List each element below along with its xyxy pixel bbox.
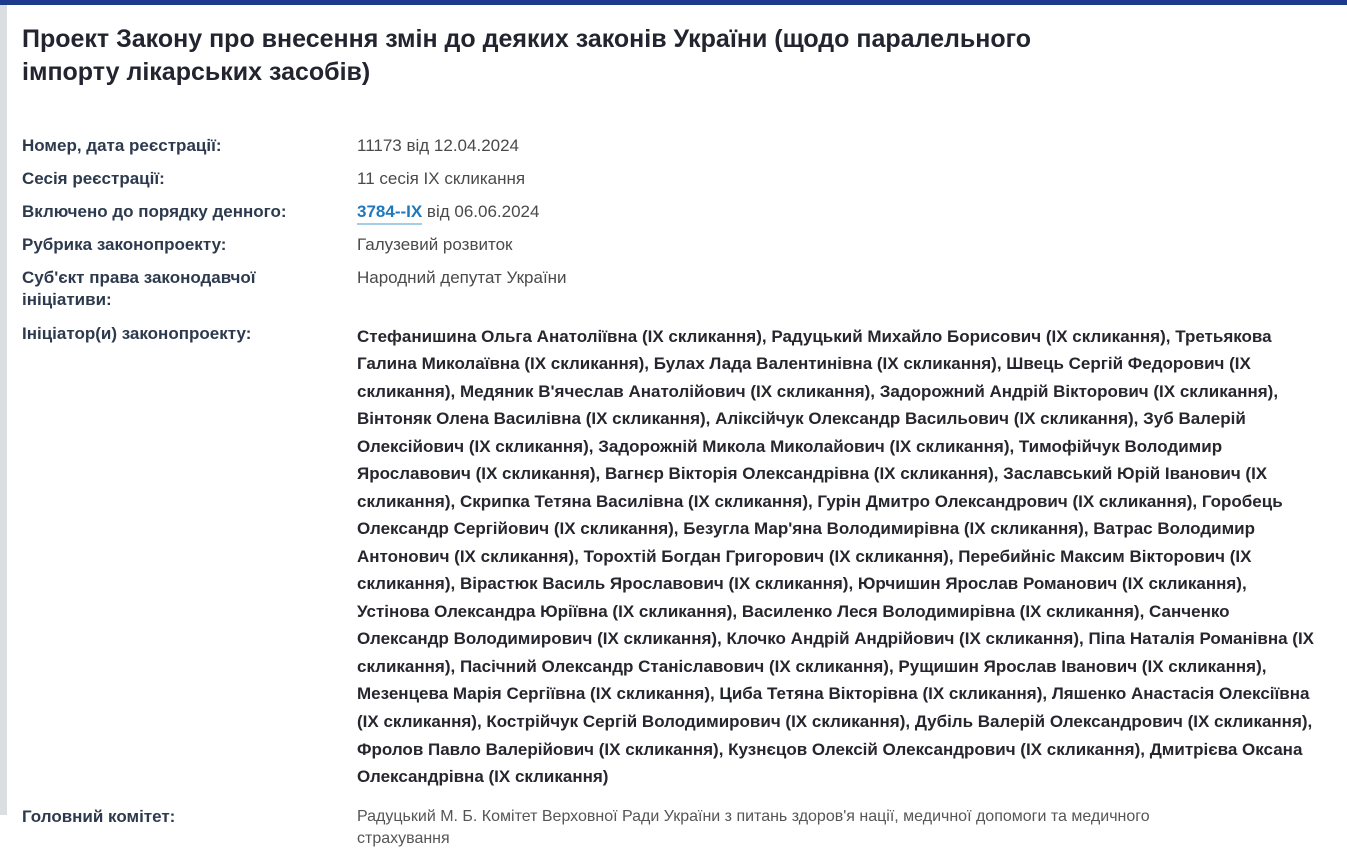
agenda-value xyxy=(357,201,539,223)
initiators-label: Ініціатор(и) законопроекту: xyxy=(22,323,357,345)
field-row-agenda xyxy=(22,201,1320,223)
field-row-committee xyxy=(22,806,1320,850)
agenda-date: від 06.06.2024 xyxy=(422,202,539,221)
page-title: Проект Закону про внесення змін до деяких законів України (щодо паралельного імпорту лікарських засобів) xyxy=(22,23,1122,89)
field-row-subject xyxy=(22,267,1320,311)
subject-value: Народний депутат України xyxy=(357,267,567,289)
registration-value: 11173 від 12.04.2024 xyxy=(357,135,519,157)
initiators-value: Стефанишина Ольга Анатоліївна (IX скликання), Радуцький Михайло Борисович (IX скликання), Третьякова Галина Миколаївна (IX скликання), Булах Лада Валентинівна (IX скликання), Швець Сергій Федорович (IX скликання), Медяник В'ячеслав Анатолійович (IX скликання), Задорожний Андрій Вікторович (IX скликання), Вінтоняк Олена Василівна (IX скликання), Аліксійчук Олександр Васильович (IX скликання), Зуб Валерій Олексійович (IX скликання), Задорожній Микола Миколайович (IX скликання), Тимофійчук Володимир Ярославович (IX скликання), Вагнєр Вікторія Олександрівна (IX скликання), Заславський Юрій Іванович (IX скликання), Скрипка Тетяна Василівна (IX скликання), Гурін Дмитро Олександрович (IX скликання), Горобець Олександр Сергійович (IX скликання), Безугла Мар'яна Володимирівна (IX скликання), Ватрас Володимир Антонович (IX скликання), Торохтій Богдан Григорович (IX скликання), Перебийніс Максим Вікторович (IX скликання), Вірастюк Василь Ярославович (IX скликання), Юрчишин Ярослав Романович (IX скликання), Устінова Олександра Юріївна (IX скликання), Василенко Леся Володимирівна (IX скликання), Санченко Олександр Володимирович (IX скликання), Клочко Андрій Андрійович (IX скликання), Піпа Наталія Романівна (IX скликання), Пасічний Олександр Станіславович (IX скликання), Рущишин Ярослав Іванович (IX скликання), Мезенцева Марія Сергіївна (IX скликання), Циба Тетяна Вікторівна (IX скликання), Ляшенко Анастасія Олексіївна (IX скликання), Кострійчук Сергій Володимирович (IX скликання), Дубіль Валерій Олександрович (IX скликання), Фролов Павло Валерійович (IX скликання), Кузнєцов Олексій Олександрович (IX скликання), Дмитрієва Оксана Олександрівна (IX скликання) xyxy=(357,323,1320,791)
field-row-initiators xyxy=(22,323,1320,791)
rubric-value: Галузевий розвиток xyxy=(357,234,512,256)
field-row-registration xyxy=(22,135,1320,157)
committee-label: Головний комітет: xyxy=(22,806,357,828)
bill-card xyxy=(7,5,1347,815)
session-value: 11 сесія IX скликання xyxy=(357,168,525,190)
committee-value: Радуцький М. Б. Комітет Верховної Ради України з питань здоров'я нації, медичної допомоги та медичного страхування xyxy=(357,806,1207,850)
rubric-label: Рубрика законопроекту: xyxy=(22,234,357,256)
left-edge-strip xyxy=(0,5,7,815)
session-label: Сесія реєстрації: xyxy=(22,168,357,190)
subject-label: Суб'єкт права законодавчої ініціативи: xyxy=(22,267,357,311)
agenda-label: Включено до порядку денного: xyxy=(22,201,357,223)
field-row-rubric xyxy=(22,234,1320,256)
agenda-resolution-link[interactable]: 3784--IX xyxy=(357,202,422,225)
field-row-session xyxy=(22,168,1320,190)
registration-label: Номер, дата реєстрації: xyxy=(22,135,357,157)
